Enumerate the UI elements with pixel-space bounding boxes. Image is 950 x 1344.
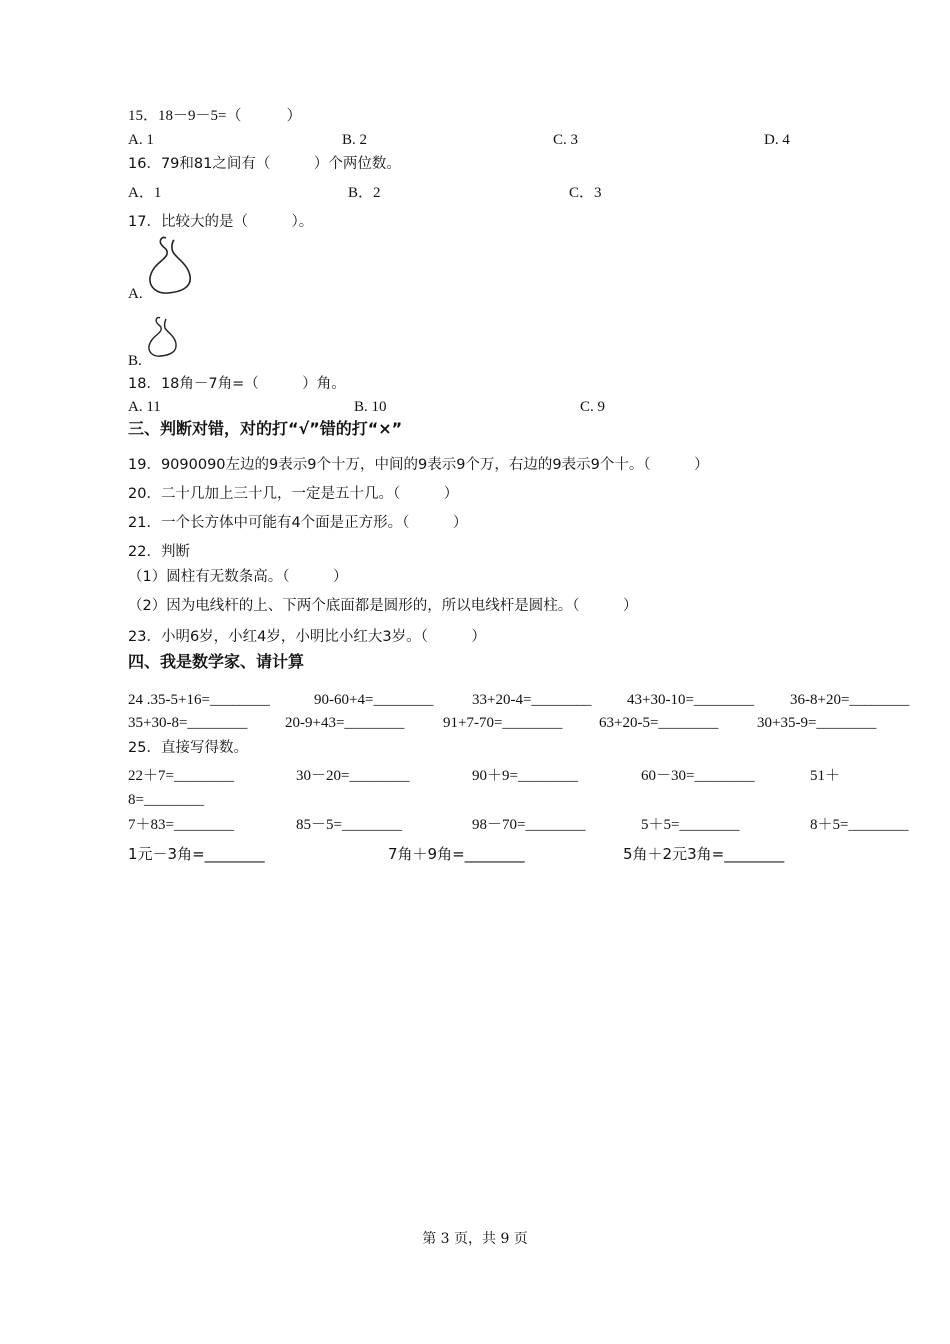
q15-option-c: C. 3 (553, 132, 579, 148)
q24-item: 36-8+20=________ (790, 692, 910, 708)
q16-option-b: B．2 (348, 185, 381, 201)
q24-item: 90-60+4=________ (314, 692, 434, 708)
q15-option-d: D. 4 (764, 132, 790, 148)
q25-item: 7角＋9角=________ (388, 845, 525, 863)
q22-text: 22．判断 (128, 544, 190, 560)
q25-item: 60－30=________ (641, 768, 755, 784)
q22-1-text: （1）圆柱有无数条高。（ ） (128, 569, 348, 585)
page-footer: 第 3 页，共 9 页 (422, 1231, 528, 1247)
q17-option-a: A. (128, 286, 143, 302)
q25-item: 5＋5=________ (641, 817, 740, 833)
q25-item: 51＋ (810, 768, 841, 784)
q24-item: 24 .35-5+16=________ (128, 692, 270, 708)
q15-option-a: A. 1 (128, 132, 154, 148)
q23-text: 23．小明6岁，小红4岁，小明比小红大3岁。（ ） (128, 629, 486, 645)
section3-heading: 三、判断对错，对的打“√”错的打“×” (128, 419, 403, 438)
q15-option-b: B. 2 (342, 132, 368, 148)
q25-item: 7＋83=________ (128, 817, 234, 833)
q15-stem: 15．18－9－5=（ ） (128, 108, 302, 124)
q19-text: 19．9090090左边的9表示9个十万，中间的9表示9个万，右边的9表示9个十。（ ） (128, 457, 709, 473)
q25-item: 90＋9=________ (472, 768, 578, 784)
small-pear-image (144, 315, 182, 359)
q25-item: 30－20=________ (296, 768, 410, 784)
q25-item: 98－70=________ (472, 817, 586, 833)
q24-item: 91+7-70=________ (443, 715, 563, 731)
q16-stem: 16．79和81之间有（ ）个两位数。 (128, 156, 401, 172)
q20-text: 20．二十几加上三十几，一定是五十几。（ ） (128, 486, 459, 502)
q24-item: 35+30-8=________ (128, 715, 248, 731)
q16-option-a: A．1 (128, 185, 162, 201)
q24-item: 33+20-4=________ (472, 692, 592, 708)
q18-option-b: B. 10 (354, 399, 387, 415)
q18-stem: 18．18角－7角=（ ）角。 (128, 376, 346, 392)
section4-heading: 四、我是数学家、请计算 (128, 652, 305, 671)
q17-stem: 17．比较大的是（ ）。 (128, 214, 314, 230)
q25-item: 8＋5=________ (810, 817, 909, 833)
q22-2-text: （2）因为电线杆的上、下两个底面都是圆形的，所以电线杆是圆柱。（ ） (128, 598, 638, 614)
q25-text: 25．直接写得数。 (128, 740, 248, 756)
q25-item: 85－5=________ (296, 817, 402, 833)
q21-text: 21．一个长方体中可能有4个面是正方形。（ ） (128, 515, 468, 531)
q16-option-c: C．3 (569, 185, 602, 201)
q24-item: 30+35-9=________ (757, 715, 877, 731)
q25-item-wrap: 8=________ (128, 792, 204, 808)
q24-item: 43+30-10=________ (627, 692, 754, 708)
large-pear-image (142, 234, 198, 296)
q17-option-b: B. (128, 353, 142, 369)
q24-item: 63+20-5=________ (599, 715, 719, 731)
q18-option-a: A. 11 (128, 399, 161, 415)
q24-item: 20-9+43=________ (285, 715, 405, 731)
q25-item: 1元－3角=________ (128, 845, 265, 863)
q25-item: 5角＋2元3角=________ (623, 845, 785, 863)
q18-option-c: C. 9 (580, 399, 606, 415)
q25-item: 22＋7=________ (128, 768, 234, 784)
